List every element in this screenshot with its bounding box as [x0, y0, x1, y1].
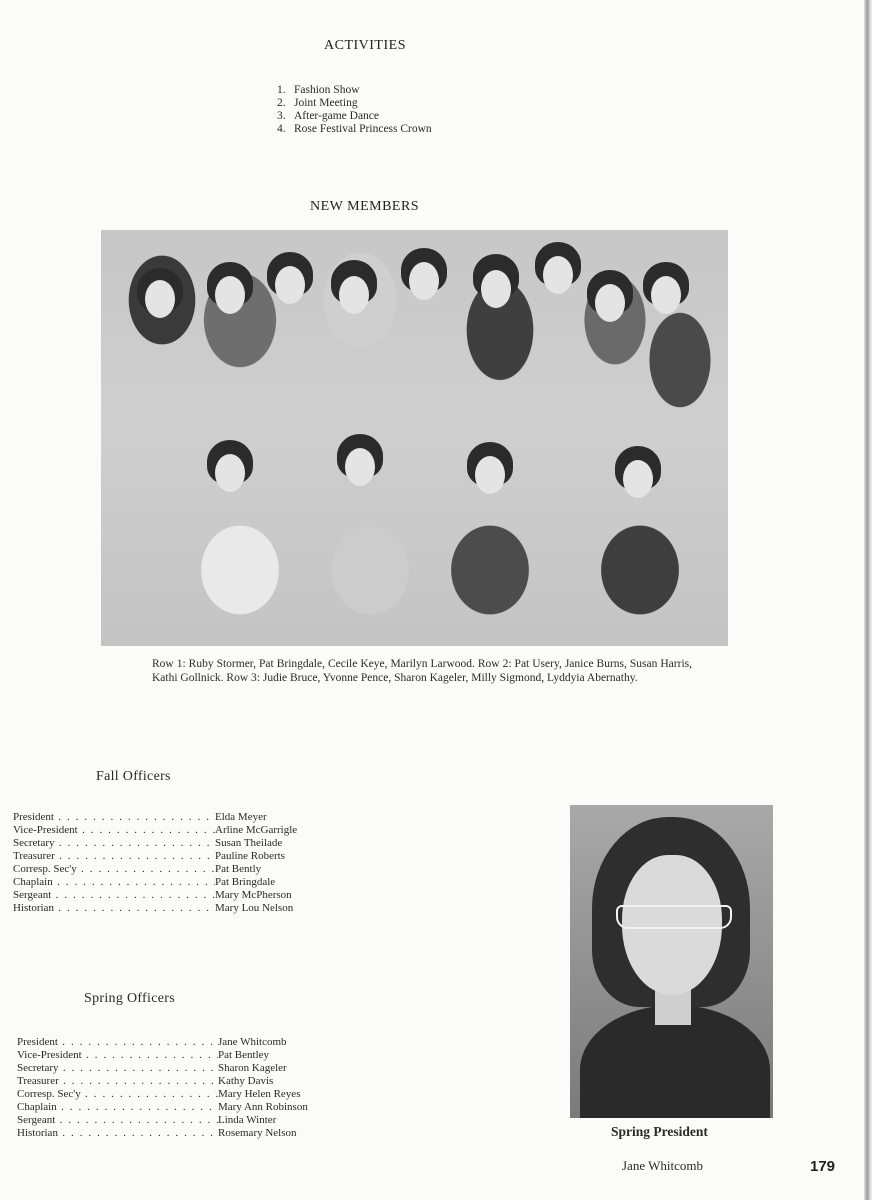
- officer-name: Kathy Davis: [218, 1075, 274, 1087]
- activities-list: [277, 84, 432, 136]
- officer-role: Historian . . .: [13, 902, 215, 915]
- officer-name: Linda Winter: [218, 1114, 277, 1126]
- activity-item: 3. After-game Dance: [277, 110, 380, 122]
- officer-role: Vice-President . . .: [13, 824, 215, 837]
- officer-name: Mary McPherson: [215, 889, 292, 901]
- officer-role: Secretary . . .: [17, 1062, 218, 1075]
- officer-name: Sharon Kageler: [218, 1062, 287, 1074]
- officer-name: Pat Bentley: [218, 1049, 270, 1061]
- officer-role: President . . .: [17, 1036, 218, 1049]
- officer-row: [13, 850, 297, 863]
- officer-name: Arline McGarrigle: [215, 824, 298, 836]
- officer-row: [17, 1062, 308, 1075]
- officer-role: Vice-President . . .: [17, 1049, 218, 1062]
- page-number: 179: [810, 1158, 836, 1175]
- new-members-heading: NEW MEMBERS: [310, 199, 420, 214]
- officer-name: Mary Ann Robinson: [218, 1101, 308, 1113]
- fall-officers-list: [13, 811, 297, 915]
- officer-row: [13, 824, 297, 837]
- officer-role: Chaplain . . .: [17, 1101, 218, 1114]
- new-members-caption: Row 1: Ruby Stormer, Pat Bringdale, Cecile Keye, Marilyn Larwood. Row 2: Pat Usery, Janice Burns, Susan Harris, Kathi Gollnick. Row 3: Judie Bruce, Yvonne Pence, Sharon Kageler, Milly Sigmond, Lyddyia Abernathy.: [152, 658, 692, 684]
- officer-row: [13, 902, 297, 915]
- officer-name: Jane Whitcomb: [218, 1036, 287, 1048]
- officer-name: Pauline Roberts: [215, 850, 285, 862]
- group-photo: [101, 230, 728, 646]
- officer-role: Corresp. Sec'y . . .: [13, 863, 215, 876]
- officer-name: Pat Bringdale: [215, 876, 276, 888]
- officer-role: Treasurer . . .: [17, 1075, 218, 1088]
- page-binding-edge: [864, 0, 872, 1200]
- officer-row: [13, 876, 297, 889]
- spring-president-name: Jane Whitcomb: [622, 1158, 703, 1173]
- officer-role: Sergeant . . .: [17, 1114, 218, 1127]
- officer-name: Mary Helen Reyes: [218, 1088, 301, 1100]
- officer-row: [13, 889, 297, 902]
- officer-name: Mary Lou Nelson: [215, 902, 294, 914]
- officer-role: Historian . . .: [17, 1127, 218, 1140]
- spring-president-label: Spring President: [611, 1124, 708, 1139]
- officer-name: Susan Theilade: [215, 837, 283, 849]
- officer-row: [17, 1049, 308, 1062]
- activity-item: 4. Rose Festival Princess Crown: [277, 123, 432, 135]
- officer-role: Treasurer . . .: [13, 850, 215, 863]
- activities-heading: ACTIVITIES: [324, 38, 406, 53]
- activity-item: 2. Joint Meeting: [277, 97, 358, 109]
- officer-row: [17, 1127, 308, 1140]
- officer-row: [17, 1075, 308, 1088]
- officer-row: [13, 811, 297, 824]
- officer-row: [17, 1088, 308, 1101]
- officer-name: Rosemary Nelson: [218, 1127, 297, 1139]
- spring-officers-list: [17, 1036, 308, 1140]
- officer-row: [13, 863, 297, 876]
- officer-row: [17, 1036, 308, 1049]
- officer-row: [17, 1101, 308, 1114]
- officer-row: [17, 1114, 308, 1127]
- officer-role: Chaplain . . .: [13, 876, 215, 889]
- officer-name: Elda Meyer: [215, 811, 267, 823]
- officer-role: Sergeant . . .: [13, 889, 215, 902]
- officer-name: Pat Bently: [215, 863, 262, 875]
- officer-row: [13, 837, 297, 850]
- fall-officers-heading: Fall Officers: [96, 769, 171, 784]
- spring-president-portrait: [570, 805, 773, 1118]
- officer-role: President . . .: [13, 811, 215, 824]
- officer-role: Corresp. Sec'y . . .: [17, 1088, 218, 1101]
- spring-officers-heading: Spring Officers: [84, 991, 175, 1006]
- activity-item: 1. Fashion Show: [277, 84, 360, 96]
- officer-role: Secretary . . .: [13, 837, 215, 850]
